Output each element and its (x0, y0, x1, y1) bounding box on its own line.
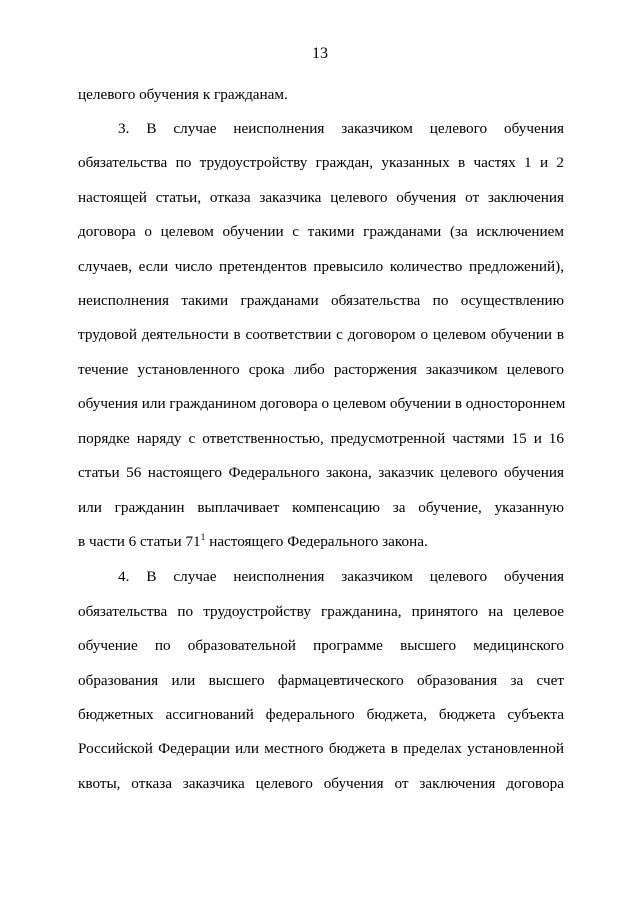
paragraph-3-line-6: неисполнения такими гражданами обязательства по осуществлению (78, 292, 564, 309)
paragraph-3-line-13-text-a: в части 6 статьи 71 (78, 533, 201, 550)
paragraph-4-line-2: обязательства по трудоустройству гражданина, принятого на целевое (78, 603, 564, 620)
page-number: 13 (312, 45, 328, 62)
paragraph-3-line-10: порядке наряду с ответственностью, предусмотренной частями 15 и 16 (78, 430, 564, 447)
paragraph-3-line-8: течение установленного срока либо расторжения заказчиком целевого (78, 361, 564, 378)
paragraph-4-line-3: обучение по образовательной программе высшего медицинского (78, 637, 564, 654)
paragraph-3-line-12: или гражданин выплачивает компенсацию за обучение, указанную (78, 499, 564, 516)
superscript-index: 1 (200, 533, 206, 543)
paragraph-3-line-13 (78, 531, 564, 553)
paragraph-continuation-line: целевого обучения к гражданам. (78, 86, 288, 103)
paragraph-4-line-5: бюджетных ассигнований федерального бюджета, бюджета субъекта (78, 706, 564, 723)
paragraph-4-line-7: квоты, отказа заказчика целевого обучения от заключения договора (78, 775, 564, 792)
paragraph-3-line-1: 3. В случае неисполнения заказчиком целевого обучения (118, 120, 564, 137)
paragraph-3-line-9: обучения или гражданином договора о целевом обучении в одностороннем (78, 395, 566, 412)
paragraph-4-line-1: 4. В случае неисполнения заказчиком целевого обучения (118, 568, 564, 585)
paragraph-4-line-6: Российской Федерации или местного бюджета в пределах установленной (78, 740, 564, 757)
paragraph-3-line-5: случаев, если число претендентов превысило количество предложений), (78, 258, 564, 275)
paragraph-3-line-3: настоящей статьи, отказа заказчика целевого обучения от заключения (78, 189, 564, 206)
paragraph-3-line-11: статьи 56 настоящего Федерального закона, заказчик целевого обучения (78, 464, 564, 481)
paragraph-4-line-4: образования или высшего фармацевтического образования за счет (78, 672, 564, 689)
paragraph-3-line-2: обязательства по трудоустройству граждан, указанных в частях 1 и 2 (78, 154, 564, 171)
paragraph-3-line-7: трудовой деятельности в соответствии с договором о целевом обучении в (78, 326, 564, 343)
paragraph-3-line-13-text-b: настоящего Федерального закона. (205, 533, 428, 550)
paragraph-3-line-4: договора о целевом обучении с такими гражданами (за исключением (78, 223, 564, 240)
